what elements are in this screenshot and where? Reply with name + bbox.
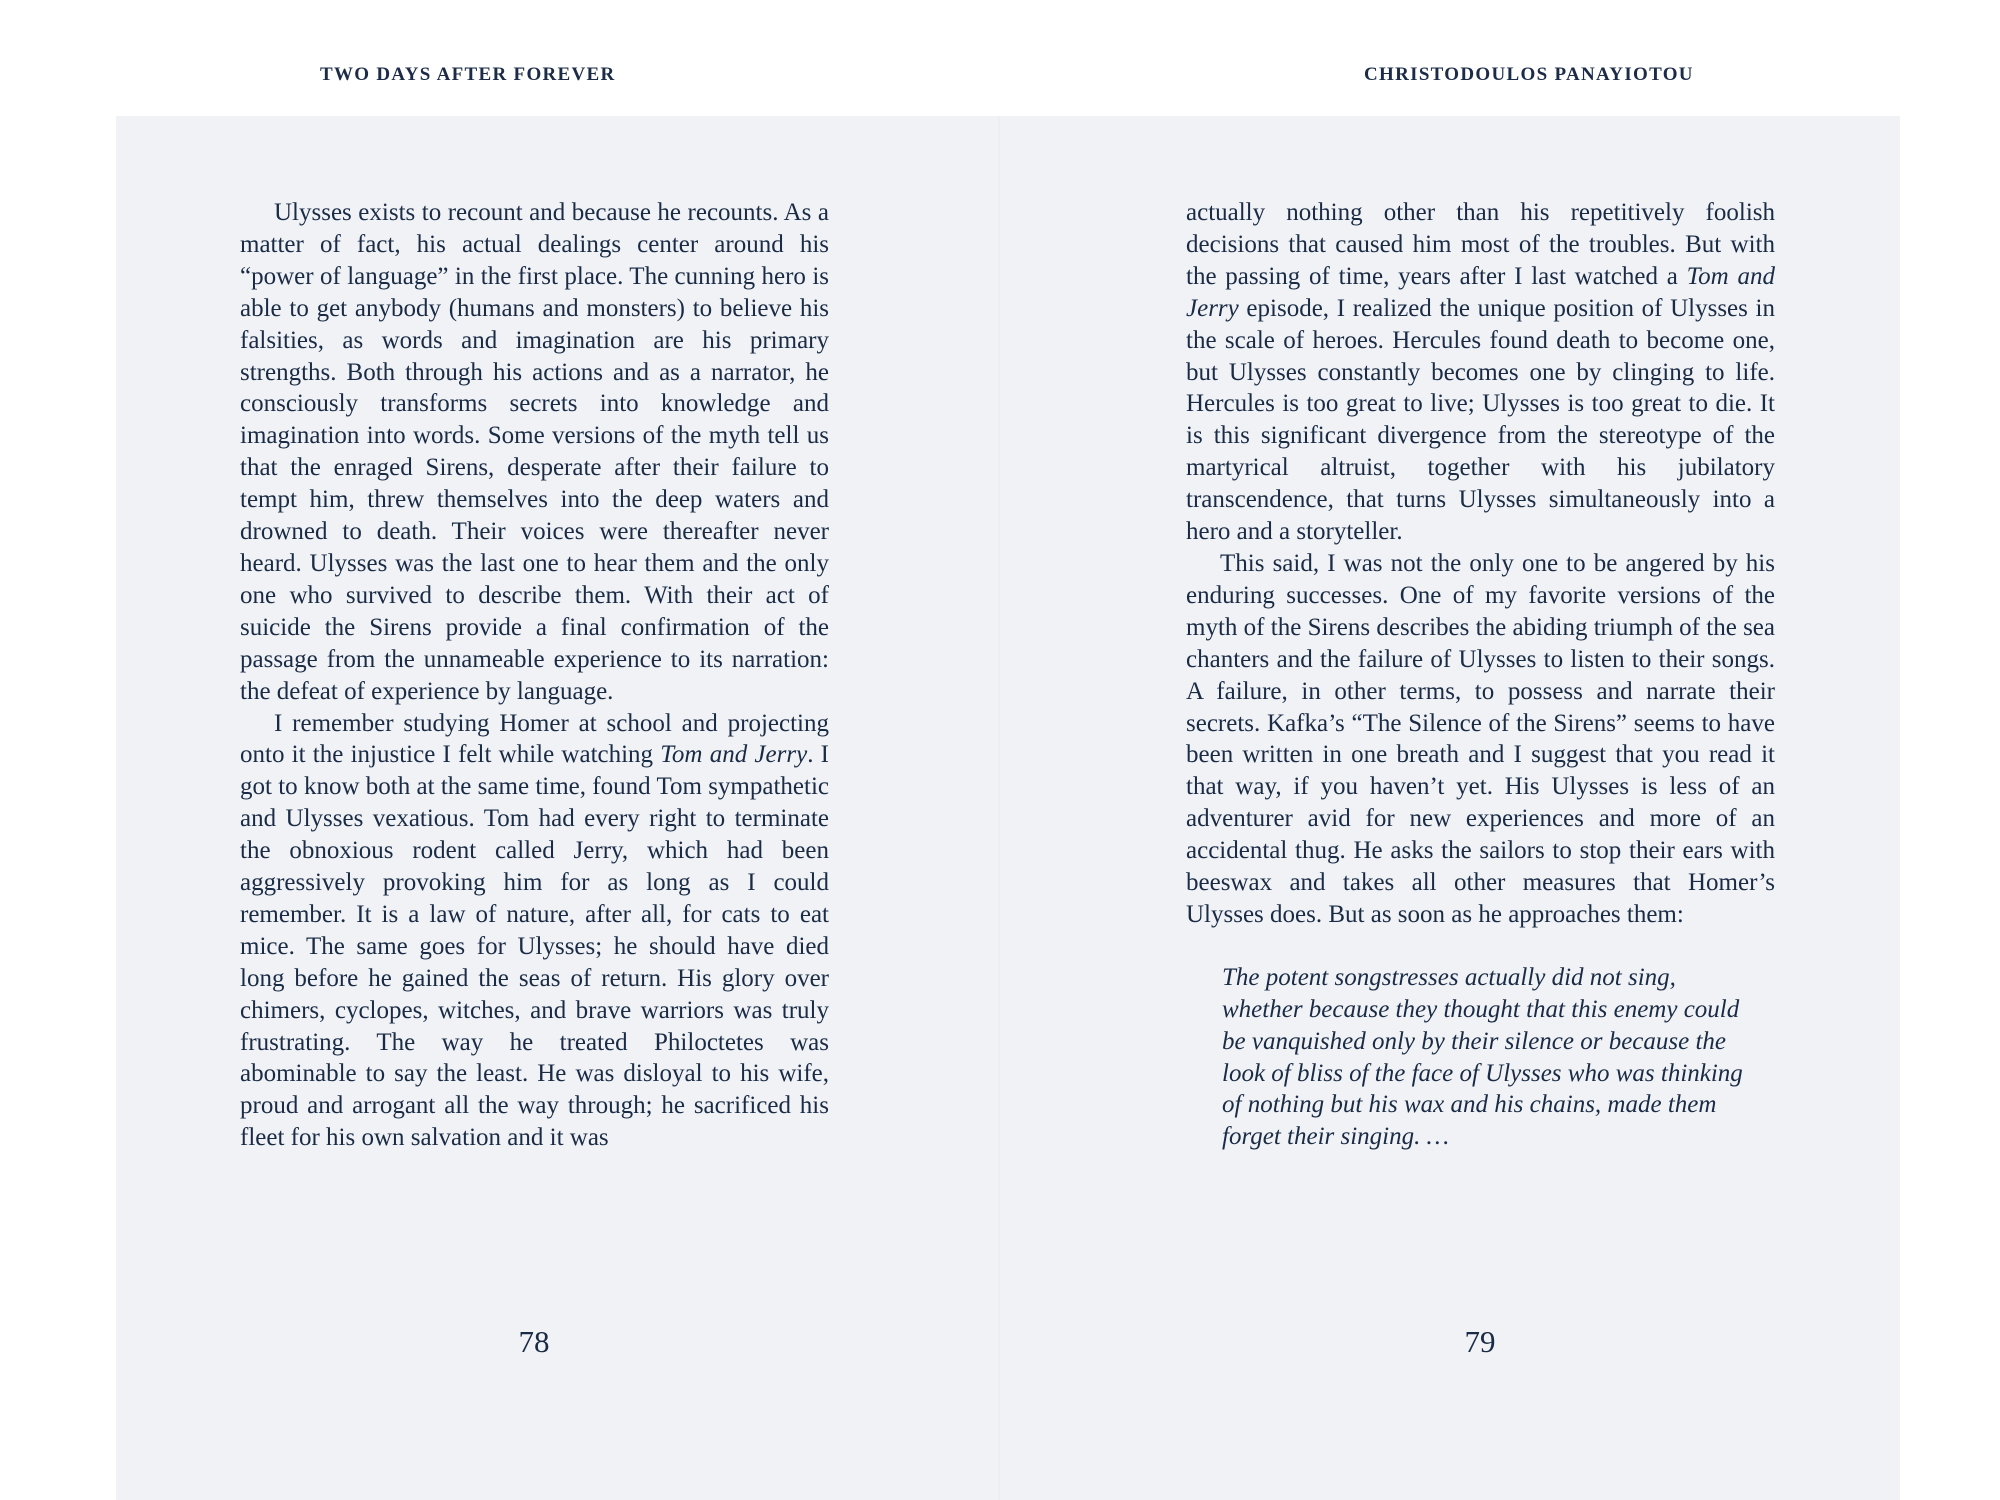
page-number-left: 78: [518, 1324, 550, 1359]
running-head-author: CHRISTODOULOS PANAYIOTOU: [1364, 64, 1694, 85]
right-page-text: [1186, 197, 1775, 1153]
italic-title: Tom and Jerry: [660, 741, 808, 769]
left-page-text: [240, 197, 829, 1154]
italic-title: Tom and Jerry: [1186, 262, 1775, 322]
right-paragraph-1: actually nothing other than his repetitively foolish decisions that caused him most of the troubles. But with the passing of time, years after I last watched a Tom and Jerry episode, I realized the unique position of Ulysses in the scale of heroes. Hercules found death to become one, but Ulysses constantly becomes one by clinging to life. Hercules is too great to live; Ulysses is too great to die. It is this significant divergence from the stereotype of the martyrical altruist, together with his jubilatory transcendence, that turns Ulysses simultaneously into a hero and a storyteller.: [1186, 199, 1775, 546]
block-quote: The potent songstresses actually did not sing, whether because they thought that this enemy could be vanquished only by their silence or because the look of bliss of the face of Ulysses who was thinking of nothing but his wax and his chains, made them forget their singing. …: [1222, 963, 1743, 1151]
book-gutter: [998, 116, 1000, 1500]
running-head-title: TWO DAYS AFTER FOREVER: [320, 64, 616, 85]
left-paragraph-2: I remember studying Homer at school and projecting onto it the injustice I felt while watching Tom and Jerry. I got to know both at the same time, found Tom sympathetic and Ulysses vexatious. Tom had every right to terminate the obnoxious rodent called Jerry, which had been aggressively provoking him for as long as I could remember. It is a law of nature, after all, for cats to eat mice. The same goes for Ulysses; he should have died long before he gained the seas of return. His glory over chimers, cyclopes, witches, and brave warriors was truly frustrating. The way he treated Philoctetes was abominable to say the least. He was disloyal to his wife, proud and arrogant all the way through; he sacrificed his fleet for his own salvation and it was: [240, 709, 829, 1152]
right-paragraph-2: This said, I was not the only one to be angered by his enduring successes. One of my favorite versions of the myth of the Sirens describes the abiding triumph of the sea chanters and the failure of Ulysses to listen to their songs. A failure, in other terms, to possess and narrate their secrets. Kafka’s “The Silence of the Sirens” seems to have been written in one breath and I suggest that you read it that way, if you haven’t yet. His Ulysses is less of an adventurer avid for new experiences and more of an accidental thug. He asks the sailors to stop their ears with beeswax and takes all other measures that Homer’s Ulysses does. But as soon as he approaches them:: [1186, 549, 1775, 928]
left-paragraph-1: Ulysses exists to recount and because he recounts. As a matter of fact, his actual dealings center around his “power of language” in the first place. The cunning hero is able to get anybody (humans and monsters) to believe his falsities, as words and imagination are his primary strengths. Both through his actions and as a narrator, he consciously transforms secrets into knowledge and imagination into words. Some versions of the myth tell us that the enraged Sirens, desperate after their failure to tempt him, threw themselves into the deep waters and drowned to death. Their voices were thereafter never heard. Ulysses was the last one to hear them and the only one who survived to describe them. With their act of suicide the Sirens provide a final confirmation of the passage from the unnameable experience to its narration: the defeat of experience by language.: [240, 199, 829, 705]
page-number-right: 79: [1464, 1324, 1496, 1359]
